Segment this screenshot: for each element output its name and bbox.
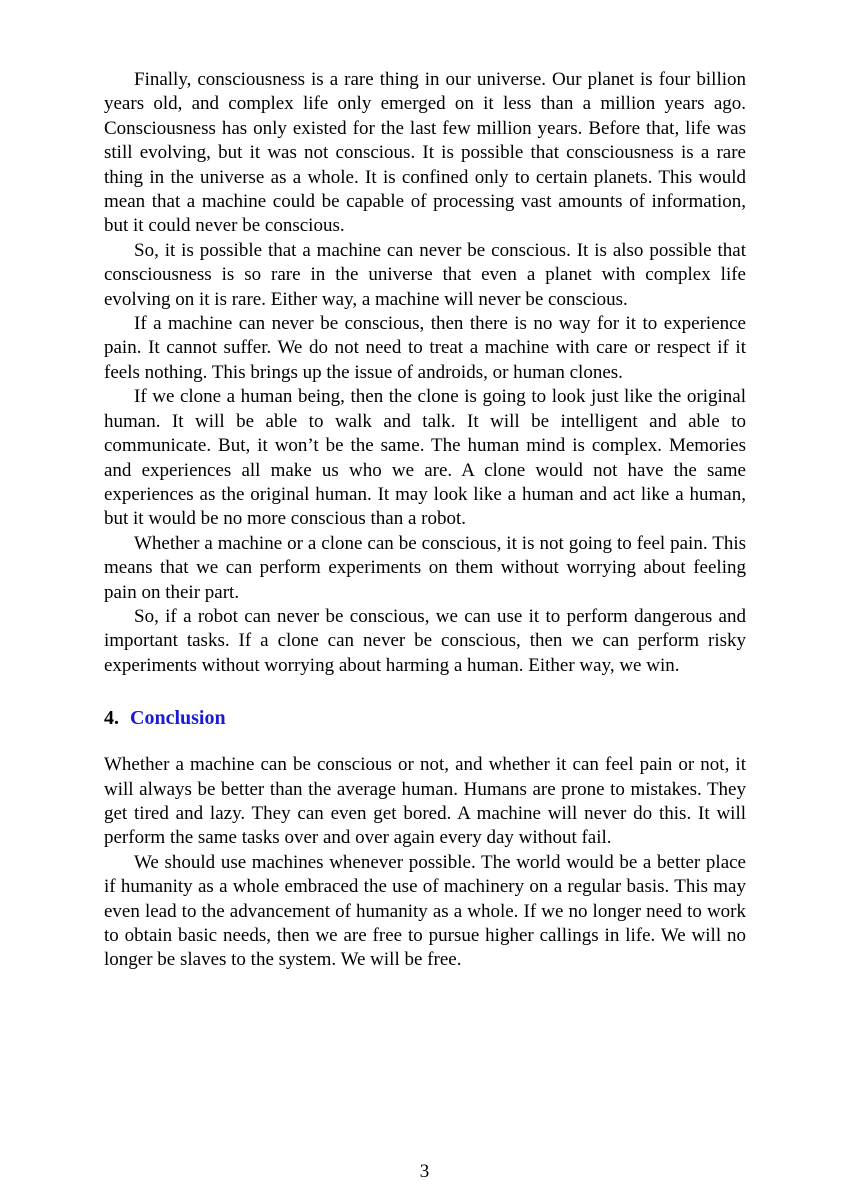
paragraph-rare-consciousness: Finally, consciousness is a rare thing in our universe. Our planet is four billion years old, and complex life only emerged on it less than a million years ago. Consciousness has only existed for the last few million years. Before that, life was still evolving, but it was not conscious. It is possible that consciousness is a rare thing in the universe as a whole. It is confined only to certain planets. This would mean that a machine could be capable of processing vast amounts of information, but it could never be conscious. xyxy=(104,69,746,237)
paragraph-no-pain: If a machine can never be conscious, then there is no way for it to experience pain. It cannot suffer. We do not need to treat a machine with care or respect if it feels nothing. This brings up the issue of androids, or human clones. xyxy=(104,313,746,383)
page-number: 3 xyxy=(419,1161,430,1182)
section-heading-conclusion xyxy=(104,706,746,730)
paragraph-conclusion-first: Whether a machine can be conscious or not, and whether it can feel pain or not, it will always be better than the average human. Humans are prone to mistakes. They get tired and lazy. They can even get bored. A machine will never do this. It will perform the same tasks over and over again every day without fail. xyxy=(104,754,746,849)
section-number: 4. xyxy=(104,707,119,730)
paragraph-machine-never-conscious: So, it is possible that a machine can never be conscious. It is also possible that consciousness is so rare in the universe that even a planet with complex life evolving on it is rare. Either way, a machine will never be conscious. xyxy=(104,239,746,310)
paragraph-experiments: Whether a machine or a clone can be conscious, it is not going to feel pain. This means that we can perform experiments on them without worrying about feeling pain on their part. xyxy=(104,532,746,603)
paragraph-either-way-we-win: So, if a robot can never be conscious, we can use it to perform dangerous and important tasks. If a clone can never be conscious, then we can perform risky experiments without worrying about harming a human. Either way, we win. xyxy=(104,605,746,676)
section-title-link[interactable]: Conclusion xyxy=(130,707,226,730)
document-page xyxy=(104,68,746,973)
paragraph-human-clone: If we clone a human being, then the clone is going to look just like the original human. It will be able to walk and talk. It will be intelligent and able to communicate. But, it won’t be the same. The human mind is complex. Memories and experiences all make us who we are. A clone would not have the same experiences as the original human. It may look like a human and act like a human, but it would be no more conscious than a robot. xyxy=(104,386,746,530)
paragraph-conclusion-second: We should use machines whenever possible. The world would be a better place if humanity as a whole embraced the use of machinery on a regular basis. This may even lead to the advancement of humanity as a whole. If we no longer need to work to obtain basic needs, then we are free to pursue higher callings in life. We will no longer be slaves to the system. We will be free. xyxy=(104,851,746,971)
